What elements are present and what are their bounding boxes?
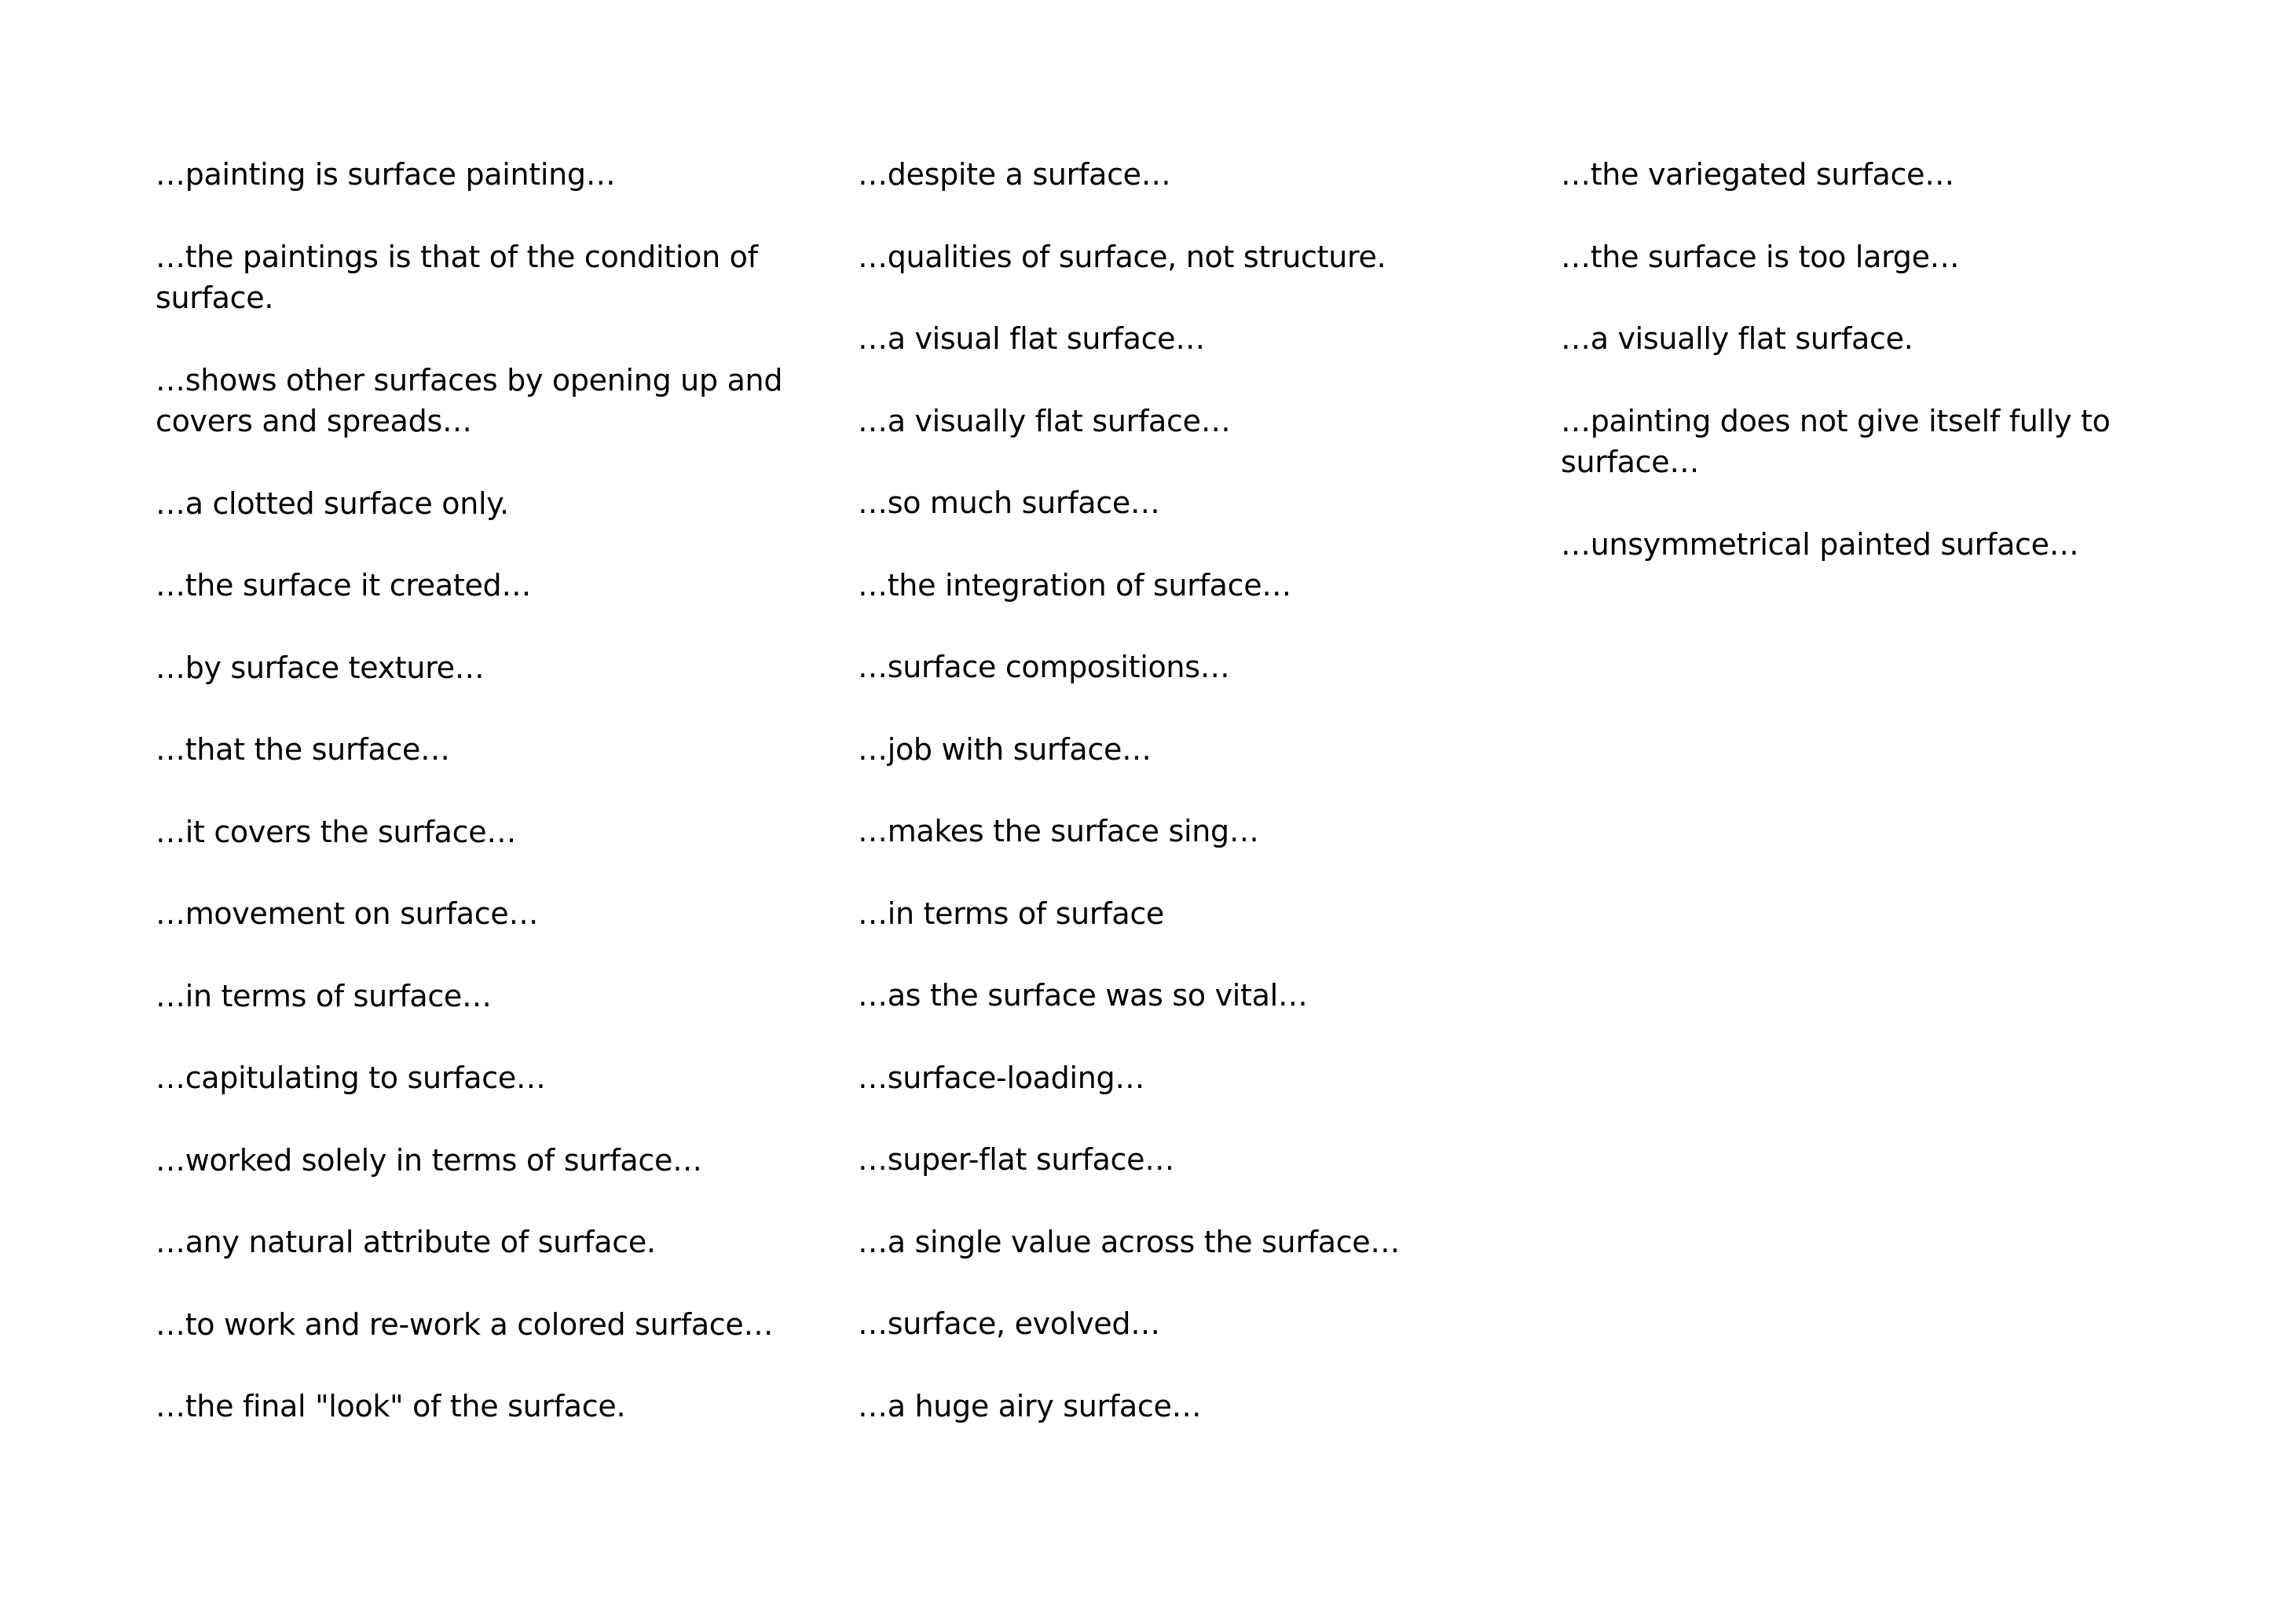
phrase: …surface, evolved… — [858, 1306, 1160, 1341]
phrase: …the final "look" of the surface. — [156, 1389, 626, 1423]
phrase: …a visual flat surface… — [858, 321, 1205, 356]
phrase: …qualities of surface, not structure. — [858, 239, 1386, 274]
phrase: …unsymmetrical painted surface… — [1561, 526, 2079, 562]
phrase: …the paintings is that of the condition of surface. — [156, 239, 758, 315]
phrase: …a huge airy surface… — [858, 1388, 1202, 1423]
phrase: …in terms of surface… — [156, 978, 492, 1013]
phrase: …a visually flat surface… — [858, 403, 1231, 438]
phrase: …the surface it created… — [156, 568, 532, 603]
phrase: …surface compositions… — [858, 650, 1230, 684]
phrase: …the variegated surface… — [1561, 157, 1954, 192]
phrase: …movement on surface… — [156, 896, 539, 931]
phrase: …super-flat surface… — [858, 1142, 1174, 1177]
phrase: …shows other surfaces by opening up and covers and spreads… — [156, 362, 783, 438]
phrase: …so much surface… — [858, 485, 1160, 520]
phrase: …despite a surface… — [858, 157, 1171, 192]
phrase: …painting does not give itself fully to surface… — [1561, 403, 2111, 479]
phrase: …to work and re-work a colored surface… — [156, 1306, 774, 1342]
phrase: …makes the surface sing… — [858, 814, 1259, 848]
phrase: …painting is surface painting… — [156, 157, 616, 192]
phrase: …a visually flat surface. — [1561, 321, 1913, 356]
phrase: …a clotted surface only. — [156, 485, 509, 521]
phrase-column-2 — [858, 154, 1486, 1467]
phrase: …by surface texture… — [156, 650, 485, 685]
phrase: …in terms of surface — [858, 896, 1164, 931]
phrase: …job with surface… — [858, 731, 1152, 767]
phrase-column-1 — [156, 154, 784, 1468]
phrase: …any natural attribute of surface. — [156, 1225, 656, 1259]
phrase: …worked solely in terms of surface… — [156, 1142, 702, 1178]
phrase: …capitulating to surface… — [156, 1061, 546, 1095]
phrase: …as the surface was so vital… — [858, 978, 1308, 1013]
phrase: …the integration of surface… — [858, 567, 1292, 603]
phrase: …surface-loading… — [858, 1060, 1145, 1095]
phrase-column-3 — [1561, 154, 2189, 606]
phrase: …a single value across the surface… — [858, 1224, 1401, 1259]
phrase: …the surface is too large… — [1561, 239, 1960, 274]
phrase: …that the surface… — [156, 732, 450, 767]
phrase: …it covers the surface… — [156, 814, 517, 849]
